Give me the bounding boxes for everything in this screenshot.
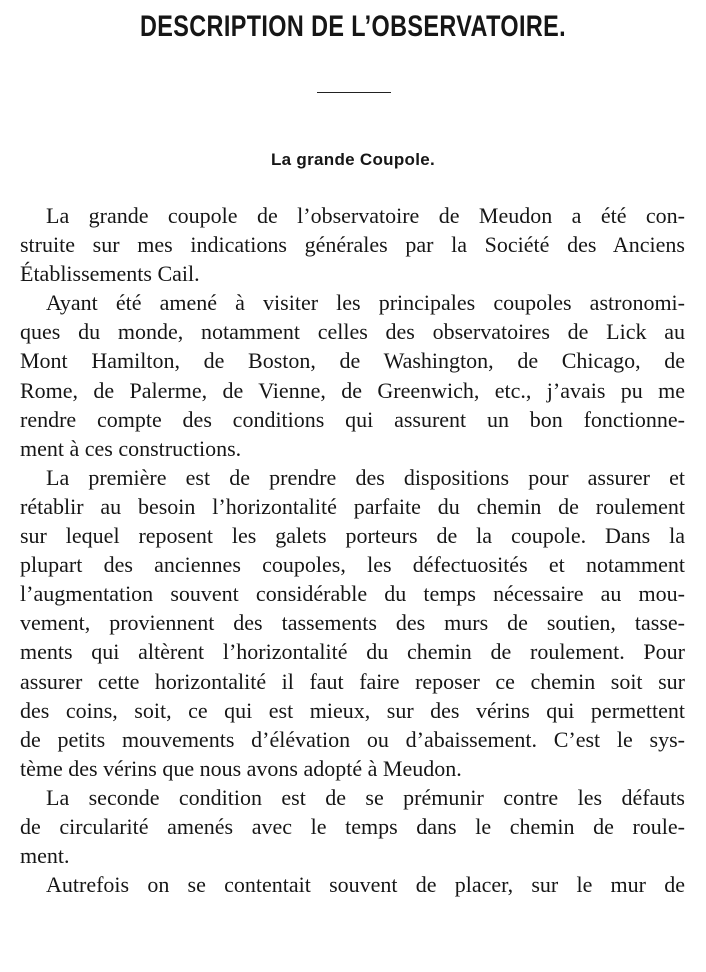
- text-line: Rome, de Palerme, de Vienne, de Greenwich, etc., j’avais pu me: [20, 377, 685, 403]
- body-text: [20, 201, 685, 899]
- page-title: DESCRIPTION DE L’OBSERVATOIRE.: [139, 10, 567, 43]
- text-line: La grande coupole de l’observatoire de Meudon a été con-: [46, 203, 685, 228]
- text-line: de petits mouvements d’élévation ou d’abaissement. C’est le sys-: [20, 726, 685, 752]
- text-line: La seconde condition est de se prémunir contre les défauts: [46, 784, 685, 810]
- text-line: sur lequel reposent les galets porteurs de la coupole. Dans la: [20, 523, 685, 549]
- text-line: Établissements Cail.: [20, 261, 200, 287]
- text-line: rendre compte des conditions qui assurent un bon fonctionne-: [20, 406, 685, 432]
- text-line: Mont Hamilton, de Boston, de Washington, de Chicago, de: [20, 348, 685, 374]
- text-line: ment.: [20, 843, 70, 869]
- text-line: Autrefois on se contentait souvent de placer, sur le mur de: [46, 872, 685, 898]
- text-line: l’augmentation souvent considérable du temps nécessaire au mou-: [20, 581, 685, 607]
- text-line: rétablir au besoin l’horizontalité parfaite du chemin de roulement: [20, 493, 685, 519]
- text-line: ques du monde, notamment celles des observatoires de Lick au: [20, 319, 685, 345]
- text-line: struite sur mes indications générales par la Société des Anciens: [20, 232, 685, 258]
- text-line: des coins, soit, ce qui est mieux, sur des vérins qui permettent: [20, 697, 685, 723]
- text-line: La première est de prendre des dispositions pour assurer et: [46, 464, 685, 490]
- text-line: assurer cette horizontalité il faut faire reposer ce chemin soit sur: [20, 668, 685, 694]
- text-line: tème des vérins que nous avons adopté à Meudon.: [20, 755, 462, 781]
- text-line: Ayant été amené à visiter les principales coupoles astronomi-: [46, 290, 685, 316]
- text-line: de circularité amenés avec le temps dans le chemin de roule-: [20, 813, 685, 839]
- text-line: ments qui altèrent l’horizontalité du chemin de roulement. Pour: [20, 639, 685, 665]
- text-line: vement, proviennent des tassements des murs de soutien, tasse-: [20, 610, 685, 636]
- title-divider: [317, 92, 391, 93]
- text-line: plupart des anciennes coupoles, les défectuosités et notamment: [20, 552, 685, 578]
- text-line: ment à ces constructions.: [20, 435, 242, 461]
- section-heading: La grande Coupole.: [270, 150, 436, 169]
